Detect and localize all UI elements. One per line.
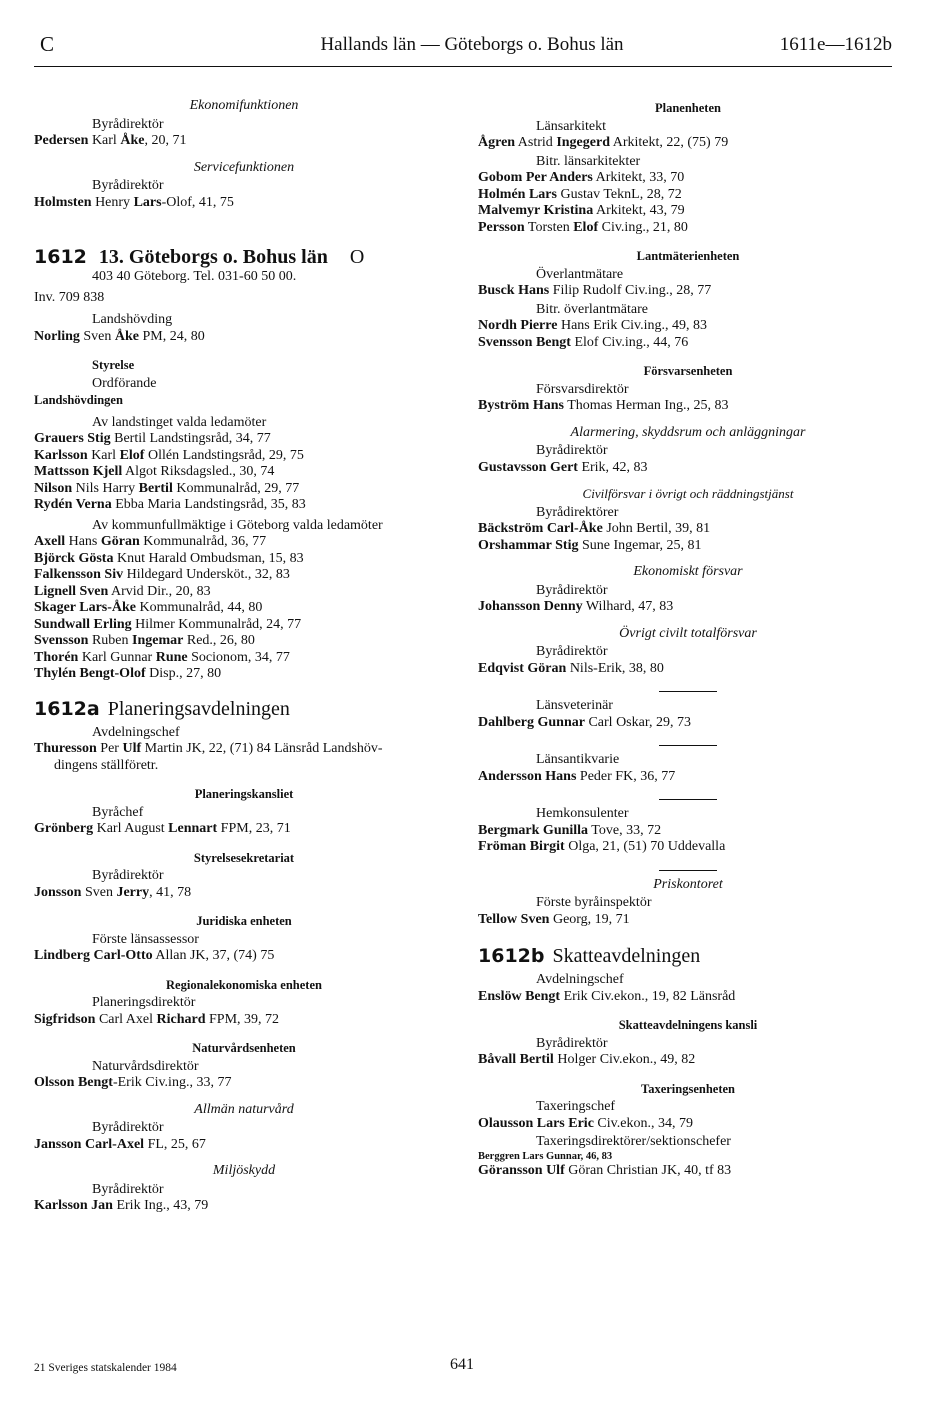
person-entry: Bergmark Gunilla Tove, 33, 72	[478, 822, 662, 838]
landsting-members	[34, 431, 454, 514]
section-title: Allmän naturvård	[194, 1101, 294, 1117]
person-entry: Nordh Pierre Hans Erik Civ.ing., 49, 83	[478, 318, 708, 333]
role-title: Byrådirektör	[92, 868, 164, 883]
department-heading-1612b: 1612b Skatteavdelningen	[478, 945, 701, 967]
person-entry: Enslöw Bengt Erik Civ.ekon., 19, 82 Länsråd	[478, 988, 736, 1004]
department-heading-1612a: 1612a Planeringsavdelningen	[34, 697, 290, 720]
person-entry: Rydén Verna Ebba Maria Landstingsråd, 35, 83	[34, 497, 306, 512]
section-title: Försvarsenheten	[643, 364, 733, 378]
person-entry: Båvall Bertil Holger Civ.ekon., 49, 82	[478, 1052, 696, 1067]
person-entry: Orshammar Stig Sune Ingemar, 25, 81	[478, 537, 702, 553]
person-entry: Thorén Karl Gunnar Rune Socionom, 34, 77	[34, 649, 290, 665]
section-title: Priskontoret	[653, 876, 723, 892]
section-title: Alarmering, skyddsrum och anläggningar	[570, 424, 806, 440]
role-title: Överlantmätare	[536, 266, 624, 282]
inhabitants: Inv. 709 838	[34, 289, 105, 305]
role-title: Länsantikvarie	[536, 752, 620, 767]
person-entry: Lindberg Carl-Otto Allan JK, 37, (74) 75	[34, 948, 275, 963]
role-title: Taxeringschef	[536, 1099, 616, 1114]
person-entry: Thylén Bengt-Olof Disp., 27, 80	[34, 666, 222, 681]
role-title: Länsveterinär	[536, 698, 613, 713]
person-entry: Byström Hans Thomas Herman Ing., 25, 83	[478, 398, 729, 413]
person-entry: Johansson Denny Wilhard, 47, 83	[478, 599, 674, 614]
role-title: Byråchef	[92, 804, 144, 820]
page-number: 641	[450, 1356, 474, 1373]
role-title: Ordförande	[92, 375, 157, 391]
section-title: Civilförsvar i övrigt och räddningstjänst	[582, 486, 794, 501]
section-title: Miljöskydd	[212, 1163, 276, 1178]
divider	[659, 799, 717, 800]
person-entry: Falkensson Siv Hildegard Undersköt., 32, 83	[34, 567, 290, 582]
person-entry: Malvemyr Kristina Arkitekt, 43, 79	[478, 203, 685, 218]
person-entry: Karlsson Karl Elof Ollén Landstingsråd, 29, 75	[34, 447, 304, 463]
role-title: Landshövding	[92, 312, 173, 327]
section-title: Juridiska enheten	[196, 914, 292, 928]
header-range: 1611e—1612b	[779, 34, 892, 55]
person-entry: Göransson Ulf Göran Christian JK, 40, tf 83	[478, 1162, 732, 1178]
role-title: Bitr. länsarkitekter	[536, 153, 641, 169]
person-entry: Olsson Bengt-Erik Civ.ing., 33, 77	[34, 1075, 232, 1090]
person-entry: Fröman Birgit Olga, 21, (51) 70 Uddevalla	[478, 839, 726, 854]
role-title: Hemkonsulenter	[536, 806, 629, 821]
role-title: Byrådirektör	[92, 116, 164, 132]
group-title: Av kommunfullmäktige i Göteborg valda ledamöter	[92, 517, 383, 533]
role-title: Taxeringsdirektörer/sektionschefer	[536, 1134, 731, 1149]
role-title: Byrådirektör	[92, 1120, 164, 1135]
person-entry: Ågren Astrid Ingegerd Arkitekt, 22, (75) 79	[478, 135, 729, 150]
header-rule	[34, 66, 892, 67]
role-title: Planeringsdirektör	[92, 995, 196, 1010]
person-entry: Jonsson Sven Jerry, 41, 78	[34, 884, 192, 900]
section-title: Planenheten	[655, 101, 721, 115]
person-entry: Svensson Ruben Ingemar Red., 26, 80	[34, 633, 255, 648]
person-entry: Gustavsson Gert Erik, 42, 83	[478, 459, 648, 475]
person-entry: Jansson Carl-Axel FL, 25, 67	[34, 1136, 206, 1152]
person-entry: Karlsson Jan Erik Ing., 43, 79	[34, 1198, 209, 1213]
role-title: Naturvårdsdirektör	[92, 1058, 199, 1074]
person-entry: Andersson Hans Peder FK, 36, 77	[478, 768, 676, 784]
section-title: Taxeringsenheten	[641, 1081, 735, 1096]
person-entry: Olausson Lars Eric Civ.ekon., 34, 79	[478, 1115, 693, 1131]
section-title: Övrigt civilt totalförsvar	[619, 625, 757, 641]
header-title: Hallands län — Göteborgs o. Bohus län	[320, 34, 624, 55]
role-title: Byrådirektör	[92, 178, 164, 193]
group-title: Av landstinget valda ledamöter	[92, 414, 267, 430]
role-title: Byrådirektör	[92, 1181, 164, 1197]
role-title: Länsarkitekt	[536, 118, 606, 134]
role-title: Förste länsassessor	[92, 931, 199, 947]
role-title: Förste byråinspektör	[536, 895, 652, 910]
person-entry: Grönberg Karl August Lennart FPM, 23, 71	[34, 821, 291, 836]
section-title: Lantmäterienheten	[636, 249, 740, 263]
divider	[659, 870, 717, 871]
role-title: Byrådirektör	[536, 644, 608, 659]
person-entry: Björck Gösta Knut Harald Ombudsman, 15, 83	[34, 550, 304, 566]
role-title: Byrådirektör	[536, 1035, 608, 1051]
section-title: Styrelsesekretariat	[193, 850, 295, 865]
address: 403 40 Göteborg. Tel. 031-60 50 00.	[92, 269, 297, 284]
section-title: Ekonomifunktionen	[189, 98, 299, 113]
role-title: Byrådirektör	[536, 443, 608, 458]
divider	[659, 745, 717, 746]
person-entry: Gobom Per Anders Arkitekt, 33, 70	[478, 170, 685, 185]
role-title: Avdelningschef	[92, 724, 180, 740]
footer-publication: 21 Sveriges statskalender 1984	[34, 1362, 177, 1374]
person-entry: Mattsson Kjell Algot Riksdagsled., 30, 74	[34, 464, 275, 479]
person-entry: Skager Lars-Åke Kommunalråd, 44, 80	[34, 600, 263, 615]
section-title: Planeringskansliet	[194, 787, 294, 801]
role-title: Avdelningschef	[536, 972, 624, 987]
section-title: Skatteavdelningens kansli	[618, 1018, 758, 1032]
section-title: Naturvårdsenheten	[192, 1041, 296, 1055]
person-entry: Busck Hans Filip Rudolf Civ.ing., 28, 77	[478, 283, 712, 298]
person-entry: Dahlberg Gunnar Carl Oskar, 29, 73	[478, 714, 691, 730]
person-entry: Pedersen Karl Åke, 20, 71	[34, 133, 187, 148]
right-column	[478, 98, 898, 1179]
divider	[659, 691, 717, 692]
left-column	[34, 98, 454, 1215]
person-entry: Thuresson Per Ulf Martin JK, 22, (71) 84 Länsråd Landshöv-	[34, 741, 383, 756]
person-entry: Nilson Nils Harry Bertil Kommunalråd, 29, 77	[34, 480, 300, 496]
section-title: Servicefunktionen	[193, 159, 295, 175]
person-entry: Lignell Sven Arvid Dir., 20, 83	[34, 583, 211, 599]
person-entry: Norling Sven Åke PM, 24, 80	[34, 328, 205, 344]
person-entry: Axell Hans Göran Kommunalråd, 36, 77	[34, 534, 267, 549]
person-entry: Edqvist Göran Nils-Erik, 38, 80	[478, 660, 664, 676]
person-entry: Berggren Lars Gunnar, 46, 83	[478, 1150, 613, 1162]
county-heading-1612: 1612 13. Göteborgs o. Bohus län O	[34, 246, 365, 268]
person-entry: Tellow Sven Georg, 19, 71	[478, 911, 630, 927]
header-section-letter: C	[40, 32, 55, 56]
role-title: Byrådirektörer	[536, 504, 619, 520]
person-entry: Landshövdingen	[34, 393, 123, 407]
person-entry: Holmén Lars Gustav TeknL, 28, 72	[478, 186, 682, 202]
person-entry: Sigfridson Carl Axel Richard FPM, 39, 72	[34, 1011, 280, 1027]
role-title: Försvarsdirektör	[536, 381, 629, 397]
section-title: Regionalekonomiska enheten	[166, 977, 322, 992]
kommun-members	[34, 534, 454, 683]
entry-continuation: dingens ställföretr.	[54, 757, 159, 773]
role-title: Bitr. överlantmätare	[536, 301, 648, 317]
person-entry: Sundwall Erling Hilmer Kommunalråd, 24, 77	[34, 616, 302, 632]
section-title: Styrelse	[92, 358, 135, 372]
person-entry: Grauers Stig Bertil Landstingsråd, 34, 77	[34, 431, 271, 446]
person-entry: Holmsten Henry Lars-Olof, 41, 75	[34, 194, 234, 210]
role-title: Byrådirektör	[536, 582, 608, 598]
person-entry: Persson Torsten Elof Civ.ing., 21, 80	[478, 219, 688, 235]
person-entry: Bäckström Carl-Åke John Bertil, 39, 81	[478, 521, 711, 536]
section-title: Ekonomiskt försvar	[633, 564, 743, 579]
person-entry: Svensson Bengt Elof Civ.ing., 44, 76	[478, 334, 689, 350]
